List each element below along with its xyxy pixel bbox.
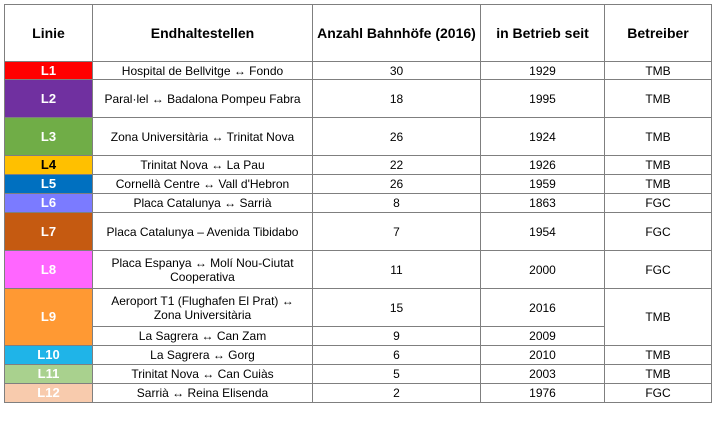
stations-cell: 30 [313,62,481,80]
since-cell: 1863 [481,194,605,213]
stations-cell: 22 [313,156,481,175]
table-row [5,251,712,289]
operator-cell: TMB [605,118,712,156]
since-cell: 2009 [481,327,605,346]
line-badge-l5: L5 [5,175,93,194]
line-badge-l3: L3 [5,118,93,156]
stations-cell: 8 [313,194,481,213]
line-badge-l4: L4 [5,156,93,175]
line-badge-l6: L6 [5,194,93,213]
operator-cell: TMB [605,175,712,194]
since-cell: 1924 [481,118,605,156]
route-cell: La Sagrera ↔ Can Zam [93,327,313,346]
operator-cell: FGC [605,384,712,403]
since-cell: 1929 [481,62,605,80]
since-cell: 1959 [481,175,605,194]
stations-cell: 9 [313,327,481,346]
table-row [5,156,712,175]
stations-cell: 2 [313,384,481,403]
operator-cell: TMB [605,346,712,365]
route-cell: Placa Espanya ↔ Molí Nou-Ciutat Cooperativa [93,251,313,289]
since-cell: 1995 [481,80,605,118]
table-row [5,194,712,213]
stations-cell: 18 [313,80,481,118]
route-cell: La Sagrera ↔ Gorg [93,346,313,365]
stations-cell: 6 [313,346,481,365]
table-row [5,118,712,156]
table-row [5,289,712,327]
header-betreiber: Betreiber [605,5,712,62]
line-badge-l11: L11 [5,365,93,384]
operator-cell: TMB [605,365,712,384]
stations-cell: 26 [313,175,481,194]
line-badge-l9: L9 [5,289,93,346]
route-cell: Zona Universitària ↔ Trinitat Nova [93,118,313,156]
table-row [5,175,712,194]
operator-cell: TMB [605,156,712,175]
route-cell: Hospital de Bellvitge ↔ Fondo [93,62,313,80]
table-row [5,80,712,118]
table-header-row [5,5,712,62]
table-row [5,365,712,384]
table-row [5,213,712,251]
line-badge-l1: L1 [5,62,93,80]
route-cell: Placa Catalunya – Avenida Tibidabo [93,213,313,251]
header-seit: in Betrieb seit [481,5,605,62]
stations-cell: 15 [313,289,481,327]
operator-cell: TMB [605,289,712,346]
stations-cell: 5 [313,365,481,384]
since-cell: 1926 [481,156,605,175]
since-cell: 1954 [481,213,605,251]
route-cell: Trinitat Nova ↔ La Pau [93,156,313,175]
operator-cell: FGC [605,194,712,213]
since-cell: 1976 [481,384,605,403]
stations-cell: 7 [313,213,481,251]
operator-cell: FGC [605,213,712,251]
stations-cell: 11 [313,251,481,289]
line-badge-l8: L8 [5,251,93,289]
table-row [5,384,712,403]
line-badge-l7: L7 [5,213,93,251]
since-cell: 2000 [481,251,605,289]
header-linie: Linie [5,5,93,62]
stations-cell: 26 [313,118,481,156]
operator-cell: TMB [605,80,712,118]
metro-lines-table [4,4,712,403]
since-cell: 2003 [481,365,605,384]
since-cell: 2010 [481,346,605,365]
header-anzahl: Anzahl Bahnhöfe (2016) [313,5,481,62]
route-cell: Placa Catalunya ↔ Sarrià [93,194,313,213]
route-cell: Sarrià ↔ Reina Elisenda [93,384,313,403]
line-badge-l12: L12 [5,384,93,403]
line-badge-l10: L10 [5,346,93,365]
table-row [5,62,712,80]
line-badge-l2: L2 [5,80,93,118]
table-row [5,346,712,365]
route-cell: Aeroport T1 (Flughafen El Prat) ↔ Zona Universitària [93,289,313,327]
operator-cell: FGC [605,251,712,289]
route-cell: Trinitat Nova ↔ Can Cuiàs [93,365,313,384]
route-cell: Cornellà Centre ↔ Vall d'Hebron [93,175,313,194]
route-cell: Paral·lel ↔ Badalona Pompeu Fabra [93,80,313,118]
header-endhaltestellen: Endhaltestellen [93,5,313,62]
operator-cell: TMB [605,62,712,80]
since-cell: 2016 [481,289,605,327]
